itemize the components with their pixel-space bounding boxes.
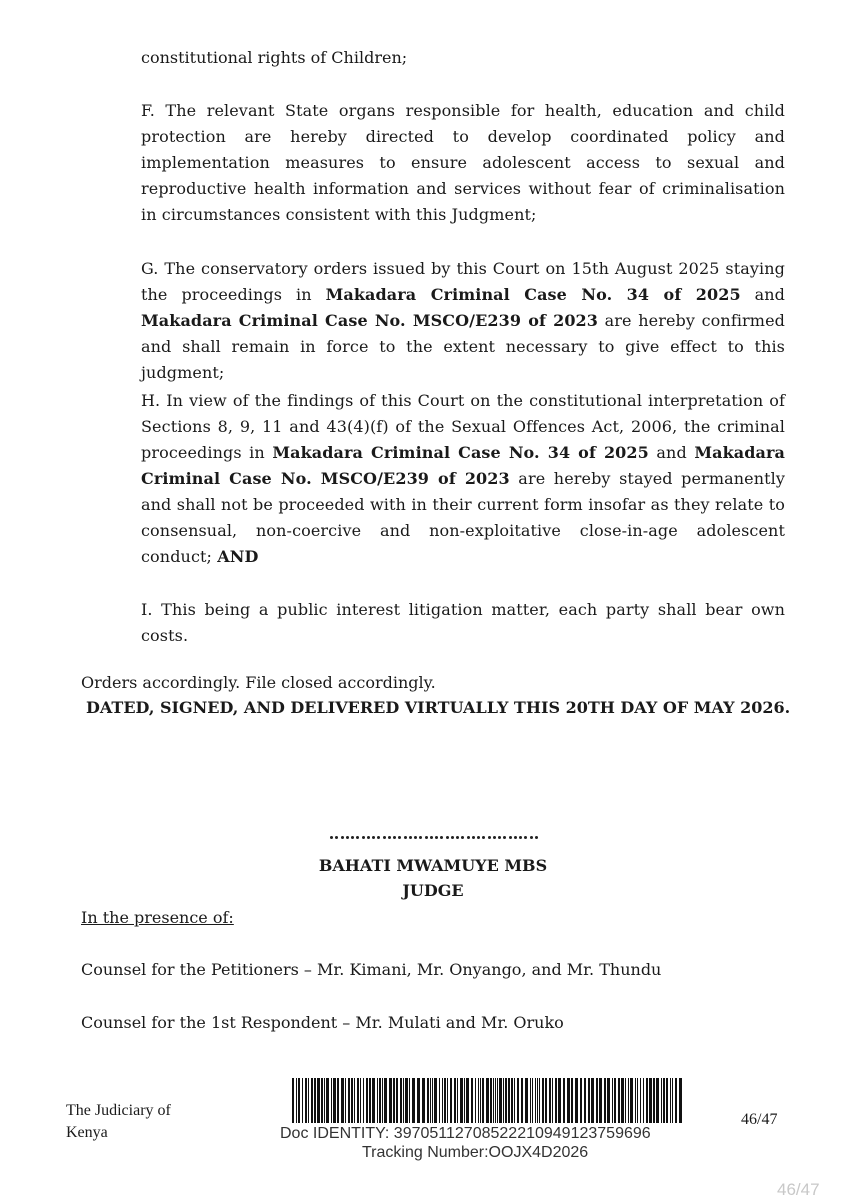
orders-accordingly: Orders accordingly. File closed accordingly.: [81, 673, 436, 692]
doc-identity: Doc IDENTITY: 3970511270852221094912375969​6: [280, 1125, 651, 1142]
counsel-petitioners: Counsel for the Petitioners – Mr. Kimani, Mr. Onyango, and Mr. Thundu: [81, 960, 662, 979]
document-barcode: [292, 1078, 684, 1123]
judge-name: BAHATI MWAMUYE MBS: [318, 856, 548, 875]
counsel-respondent: Counsel for the 1st Respondent – Mr. Mulati and Mr. Oruko: [81, 1013, 564, 1032]
footer-org-line2: Kenya: [66, 1124, 108, 1141]
footer-organization: [66, 1100, 171, 1144]
judge-title: JUDGE: [402, 881, 464, 900]
page-number: 46/47: [741, 1111, 778, 1128]
tracking-number: Tracking Number:OOJX4D2026: [362, 1144, 589, 1161]
signature-line: [330, 836, 538, 842]
order-h: H. In view of the findings of this Court on the constitutional interpretation of Sections 8, 9, 11 and 43(4)(f) of the Sexual Offences Act, 2006, the criminal proceedings in Makadara Criminal Case No. 34 of 2025 and Makadara Criminal Case No. MSCO/E239 of 2023 are hereby stayed permanently and shall not be proceeded with in their current form insofar as they relate to consensual, non-coercive and non-exploitative close-in-age adolescent conduct; AND: [141, 391, 786, 566]
order-g: G. The conservatory orders issued by this Court on 15th August 2025 staying the proceedings in Makadara Criminal Case No. 34 of 2025 and Makadara Criminal Case No. MSCO/E239 of 2023 are hereby confirmed and shall remain in force to the extent necessary to give effect to this judgment;: [141, 259, 785, 382]
footer-org-line1: The Judiciary of: [66, 1102, 171, 1119]
viewer-page-indicator: 46/47: [777, 1180, 820, 1199]
order-e-tail: constitutional rights of Children;: [141, 48, 408, 67]
presence-heading: In the presence of:: [81, 908, 234, 927]
order-f: F. The relevant State organs responsible for health, education and child protection are hereby directed to develop coordinated policy and implementation measures to ensure adolescent access to sexual and reproductive health information and services without fear of criminalisation in circumstances consistent with this Judgment;: [141, 101, 785, 224]
dated-signed-line: DATED, SIGNED, AND DELIVERED VIRTUALLY THIS 20TH DAY OF MAY 2026.: [86, 698, 791, 717]
order-i: I. This being a public interest litigation matter, each party shall bear own costs.: [141, 600, 785, 645]
